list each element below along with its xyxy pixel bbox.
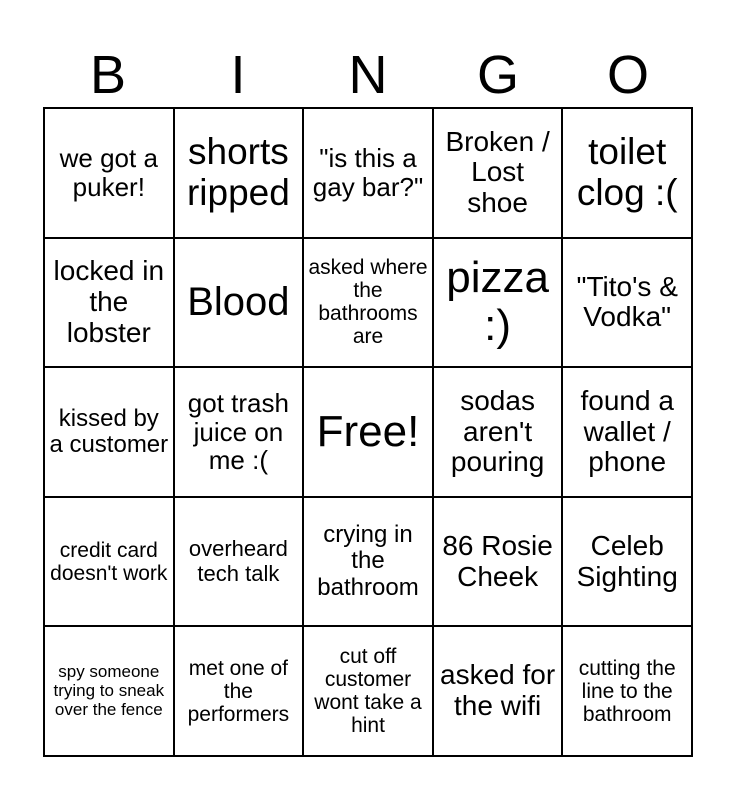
cell-text: asked for the wifi	[440, 659, 556, 722]
cell-text: we got a puker!	[59, 143, 158, 202]
cell-text: shorts ripped	[186, 131, 290, 213]
bingo-cell[interactable]	[44, 367, 174, 497]
bingo-cell[interactable]	[303, 108, 433, 238]
bingo-cell[interactable]	[562, 367, 692, 497]
bingo-cell[interactable]	[303, 626, 433, 756]
cell-text: pizza :)	[446, 253, 549, 351]
bingo-cell[interactable]	[433, 497, 563, 627]
cell-text: locked in the lobster	[53, 255, 165, 348]
header-letter-n: N	[348, 45, 388, 105]
bingo-cell[interactable]	[433, 626, 563, 756]
cell-text: Free!	[316, 406, 420, 456]
bingo-cell[interactable]	[174, 367, 304, 497]
cell-text: Celeb Sighting	[576, 529, 678, 592]
bingo-cell[interactable]	[174, 108, 304, 238]
cell-text: spy someone trying to sneak over the fence	[53, 662, 165, 719]
cell-text: credit card doesn't work	[50, 538, 168, 585]
cell-text: found a wallet / phone	[580, 384, 674, 478]
bingo-cell[interactable]	[433, 108, 563, 238]
bingo-cell[interactable]	[433, 367, 563, 497]
bingo-cell[interactable]	[562, 626, 692, 756]
cell-text: asked where the bathrooms are	[308, 256, 428, 349]
cell-text: "is this a gay bar?"	[312, 143, 424, 202]
cell-text: cutting the line to the bathroom	[578, 656, 676, 726]
cell-text: Blood	[187, 280, 290, 325]
cell-text: toilet clog :(	[576, 131, 678, 213]
bingo-card	[43, 107, 693, 757]
cell-text: kissed by a customer	[49, 404, 169, 458]
header-letter-i: I	[230, 45, 246, 105]
cell-text: met one of the performers	[187, 656, 290, 726]
bingo-cell[interactable]	[44, 238, 174, 368]
bingo-cell[interactable]	[433, 238, 563, 368]
cell-text: "Tito's & Vodka"	[576, 270, 678, 333]
header-letter-g: G	[476, 45, 519, 105]
bingo-cell[interactable]	[303, 497, 433, 627]
cell-text: crying in the bathroom	[317, 521, 419, 601]
bingo-cell[interactable]	[44, 108, 174, 238]
bingo-cell[interactable]	[174, 497, 304, 627]
cell-text: got trash juice on me :(	[187, 388, 289, 476]
cell-text: Broken / Lost shoe	[445, 125, 550, 219]
cell-text: cut off customer wont take a hint	[314, 645, 422, 738]
bingo-cell[interactable]	[44, 626, 174, 756]
cell-text: 86 Rosie Cheek	[442, 529, 553, 592]
header-letter-b: B	[89, 45, 127, 105]
bingo-header	[43, 42, 693, 108]
bingo-cell[interactable]	[174, 238, 304, 368]
bingo-cell[interactable]	[562, 238, 692, 368]
free-space-cell[interactable]	[303, 367, 433, 497]
header-letter-o: O	[606, 45, 649, 105]
bingo-cell[interactable]	[562, 497, 692, 627]
bingo-cell[interactable]	[562, 108, 692, 238]
bingo-cell[interactable]	[303, 238, 433, 368]
bingo-cell[interactable]	[44, 497, 174, 627]
cell-text: sodas aren't pouring	[450, 384, 545, 478]
cell-text: overheard tech talk	[188, 536, 288, 586]
bingo-cell[interactable]	[174, 626, 304, 756]
